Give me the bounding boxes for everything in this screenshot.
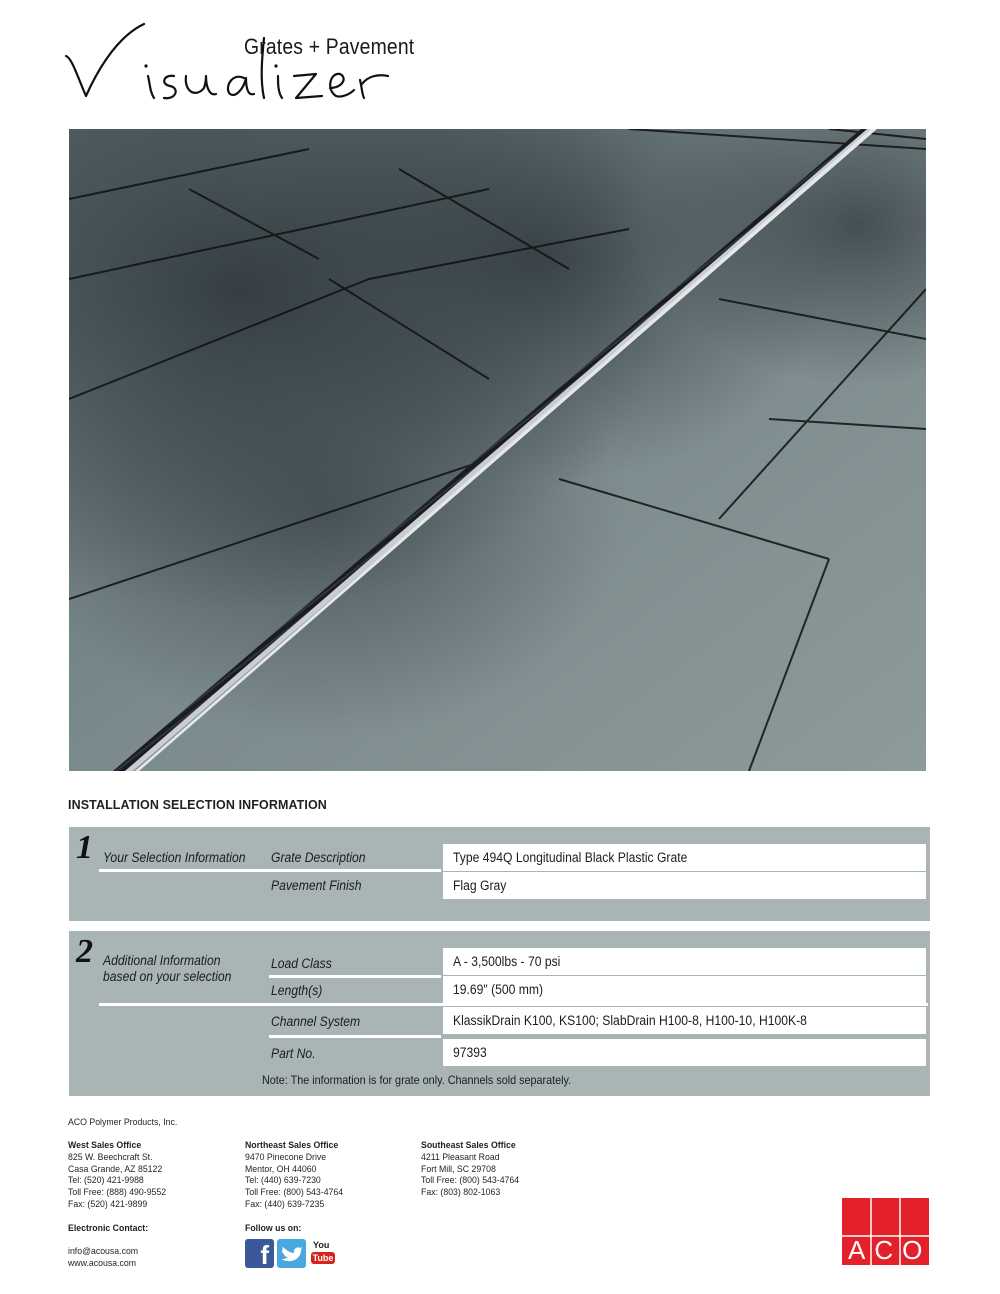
- pavement-drain-photo: [69, 129, 926, 771]
- row-value-pavement: Flag Gray: [443, 872, 926, 899]
- hero-photo: [69, 129, 926, 771]
- fax-line: Fax: (440) 639-7235: [245, 1198, 325, 1210]
- divider: [99, 1003, 928, 1006]
- row-value-part-no: 97393: [443, 1039, 926, 1066]
- company-name: ACO Polymer Products, Inc.: [68, 1117, 178, 1128]
- side-label: Your Selection Information: [103, 850, 246, 865]
- divider: [269, 1035, 441, 1038]
- address-line: Mentor, OH 44060: [245, 1163, 317, 1175]
- electronic-contact-title: Electronic Contact:: [68, 1223, 149, 1234]
- facebook-icon[interactable]: f: [245, 1239, 274, 1268]
- row-label-channel-system: Channel System: [271, 1014, 361, 1029]
- divider: [269, 975, 441, 978]
- address-line: 825 W. Beechcraft St.: [68, 1151, 153, 1163]
- office-title: Northeast Sales Office: [245, 1140, 339, 1151]
- side-label-line1: Additional Information: [103, 953, 221, 968]
- address-line: 9470 Pinecone Drive: [245, 1151, 327, 1163]
- phone-line: Toll Free: (800) 543-4764: [245, 1187, 344, 1199]
- follow-us-title: Follow us on:: [245, 1223, 302, 1234]
- youtube-icon[interactable]: You Tube: [309, 1239, 338, 1268]
- southeast-sales-office: [421, 1140, 519, 1199]
- phone-line: Tel: (520) 421-9988: [68, 1175, 144, 1187]
- northeast-sales-office: [245, 1140, 343, 1211]
- note-text: Note: The information is for grate only. Channels sold separately.: [262, 1073, 572, 1087]
- side-label-line2: based on your selection: [103, 969, 232, 984]
- visualizer-logo: [64, 18, 415, 118]
- section-title: INSTALLATION SELECTION INFORMATION: [68, 798, 327, 812]
- phone-line: Toll Free: (888) 490-9552: [68, 1187, 167, 1199]
- row-value-length: 19.69" (500 mm): [443, 976, 926, 1003]
- website-link[interactable]: www.acousa.com: [68, 1258, 137, 1269]
- row-label-pavement: Pavement Finish: [271, 878, 362, 893]
- email-link[interactable]: info@acousa.com: [68, 1246, 139, 1257]
- row-value-grate: Type 494Q Longitudinal Black Plastic Grate: [443, 844, 926, 871]
- row-label-load-class: Load Class: [271, 956, 332, 971]
- west-sales-office: [68, 1140, 166, 1211]
- phone-line: Toll Free: (800) 543-4764: [421, 1175, 520, 1187]
- selection-panel: [69, 827, 930, 921]
- aco-brand-logo: [842, 1198, 932, 1265]
- office-title: West Sales Office: [68, 1140, 142, 1151]
- logo-subtitle: Grates + Pavement: [244, 34, 415, 59]
- row-value-load-class: A - 3,500lbs - 70 psi: [443, 948, 926, 975]
- address-line: Casa Grande, AZ 85122: [68, 1163, 163, 1175]
- visualizer-script-logo: [64, 18, 394, 118]
- row-value-channel-system: KlassikDrain K100, KS100; SlabDrain H100-8, H100-10, H100K-8: [443, 1007, 926, 1034]
- divider: [99, 869, 441, 872]
- address-line: 4211 Pleasant Road: [421, 1151, 500, 1163]
- step-number: 1: [76, 829, 93, 866]
- row-label-length: Length(s): [271, 983, 323, 998]
- twitter-icon[interactable]: [277, 1239, 306, 1268]
- fax-line: Fax: (803) 802-1063: [421, 1187, 501, 1199]
- aco-brand-text: ACO: [848, 1235, 932, 1265]
- office-title: Southeast Sales Office: [421, 1140, 516, 1151]
- row-label-part-no: Part No.: [271, 1046, 316, 1061]
- phone-line: Tel: (440) 639-7230: [245, 1175, 321, 1187]
- additional-info-panel: [69, 931, 930, 1096]
- address-line: Fort Mill, SC 29708: [421, 1163, 496, 1175]
- step-number: 2: [76, 933, 93, 970]
- fax-line: Fax: (520) 421-9899: [68, 1198, 148, 1210]
- row-label-grate: Grate Description: [271, 850, 366, 865]
